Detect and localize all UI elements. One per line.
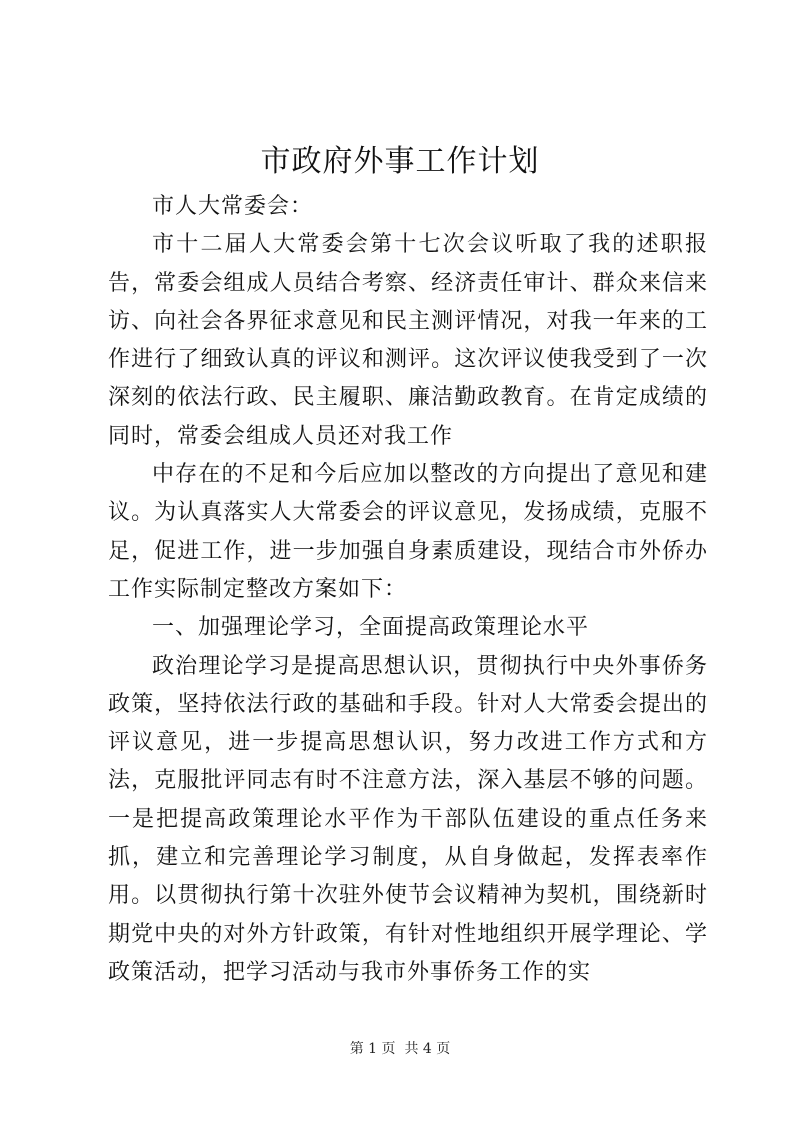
body-paragraph: 市十二届人大常委会第十七次会议听取了我的述职报告，常委会组成人员结合考察、经济责任审计、群众来信来访、向社会各界征求意见和民主测评情况，对我一年来的工作进行了细致认真的评议和测评。这次评议使我受到了一次深刻的依法行政、民主履职、廉洁勤政教育。在肯定成绩的同时，常委会组成人员还对我工作 bbox=[108, 232, 708, 449]
body-paragraph: 政治理论学习是提高思想认识，贯彻执行中央外事侨务政策，坚持依法行政的基础和手段。针对人大常委会提出的评议意见，进一步提高思想认识，努力改进工作方式和方法，克服批评同志有时不注意方法，深入基层不够的问题。一是把提高政策理论水平作为干部队伍建设的重点任务来抓，建立和完善理论学习制度，从自身做起，发挥表率作用。以贯彻执行第十次驻外使节会议精神为契机，围绕新时期党中央的对外方针政策，有针对性地组织开展学理论、学政策活动，把学习活动与我市外事侨务工作的实 bbox=[108, 653, 708, 985]
document-body bbox=[108, 188, 708, 992]
document-title: 市政府外事工作计划 bbox=[260, 144, 540, 179]
section-heading: 一、加强理论学习，全面提高政策理论水平 bbox=[152, 615, 590, 641]
page-footer bbox=[0, 1039, 800, 1059]
body-paragraph: 中存在的不足和今后应加以整改的方向提出了意见和建议。为认真落实人大常委会的评议意见，发扬成绩，克服不足，促进工作，进一步加强自身素质建设，现结合市外侨办工作实际制定整改方案如下： bbox=[108, 462, 708, 602]
salutation-paragraph: 市人大常委会： bbox=[152, 194, 314, 219]
page-number: 第 1 页 共 4 页 bbox=[349, 1041, 451, 1057]
